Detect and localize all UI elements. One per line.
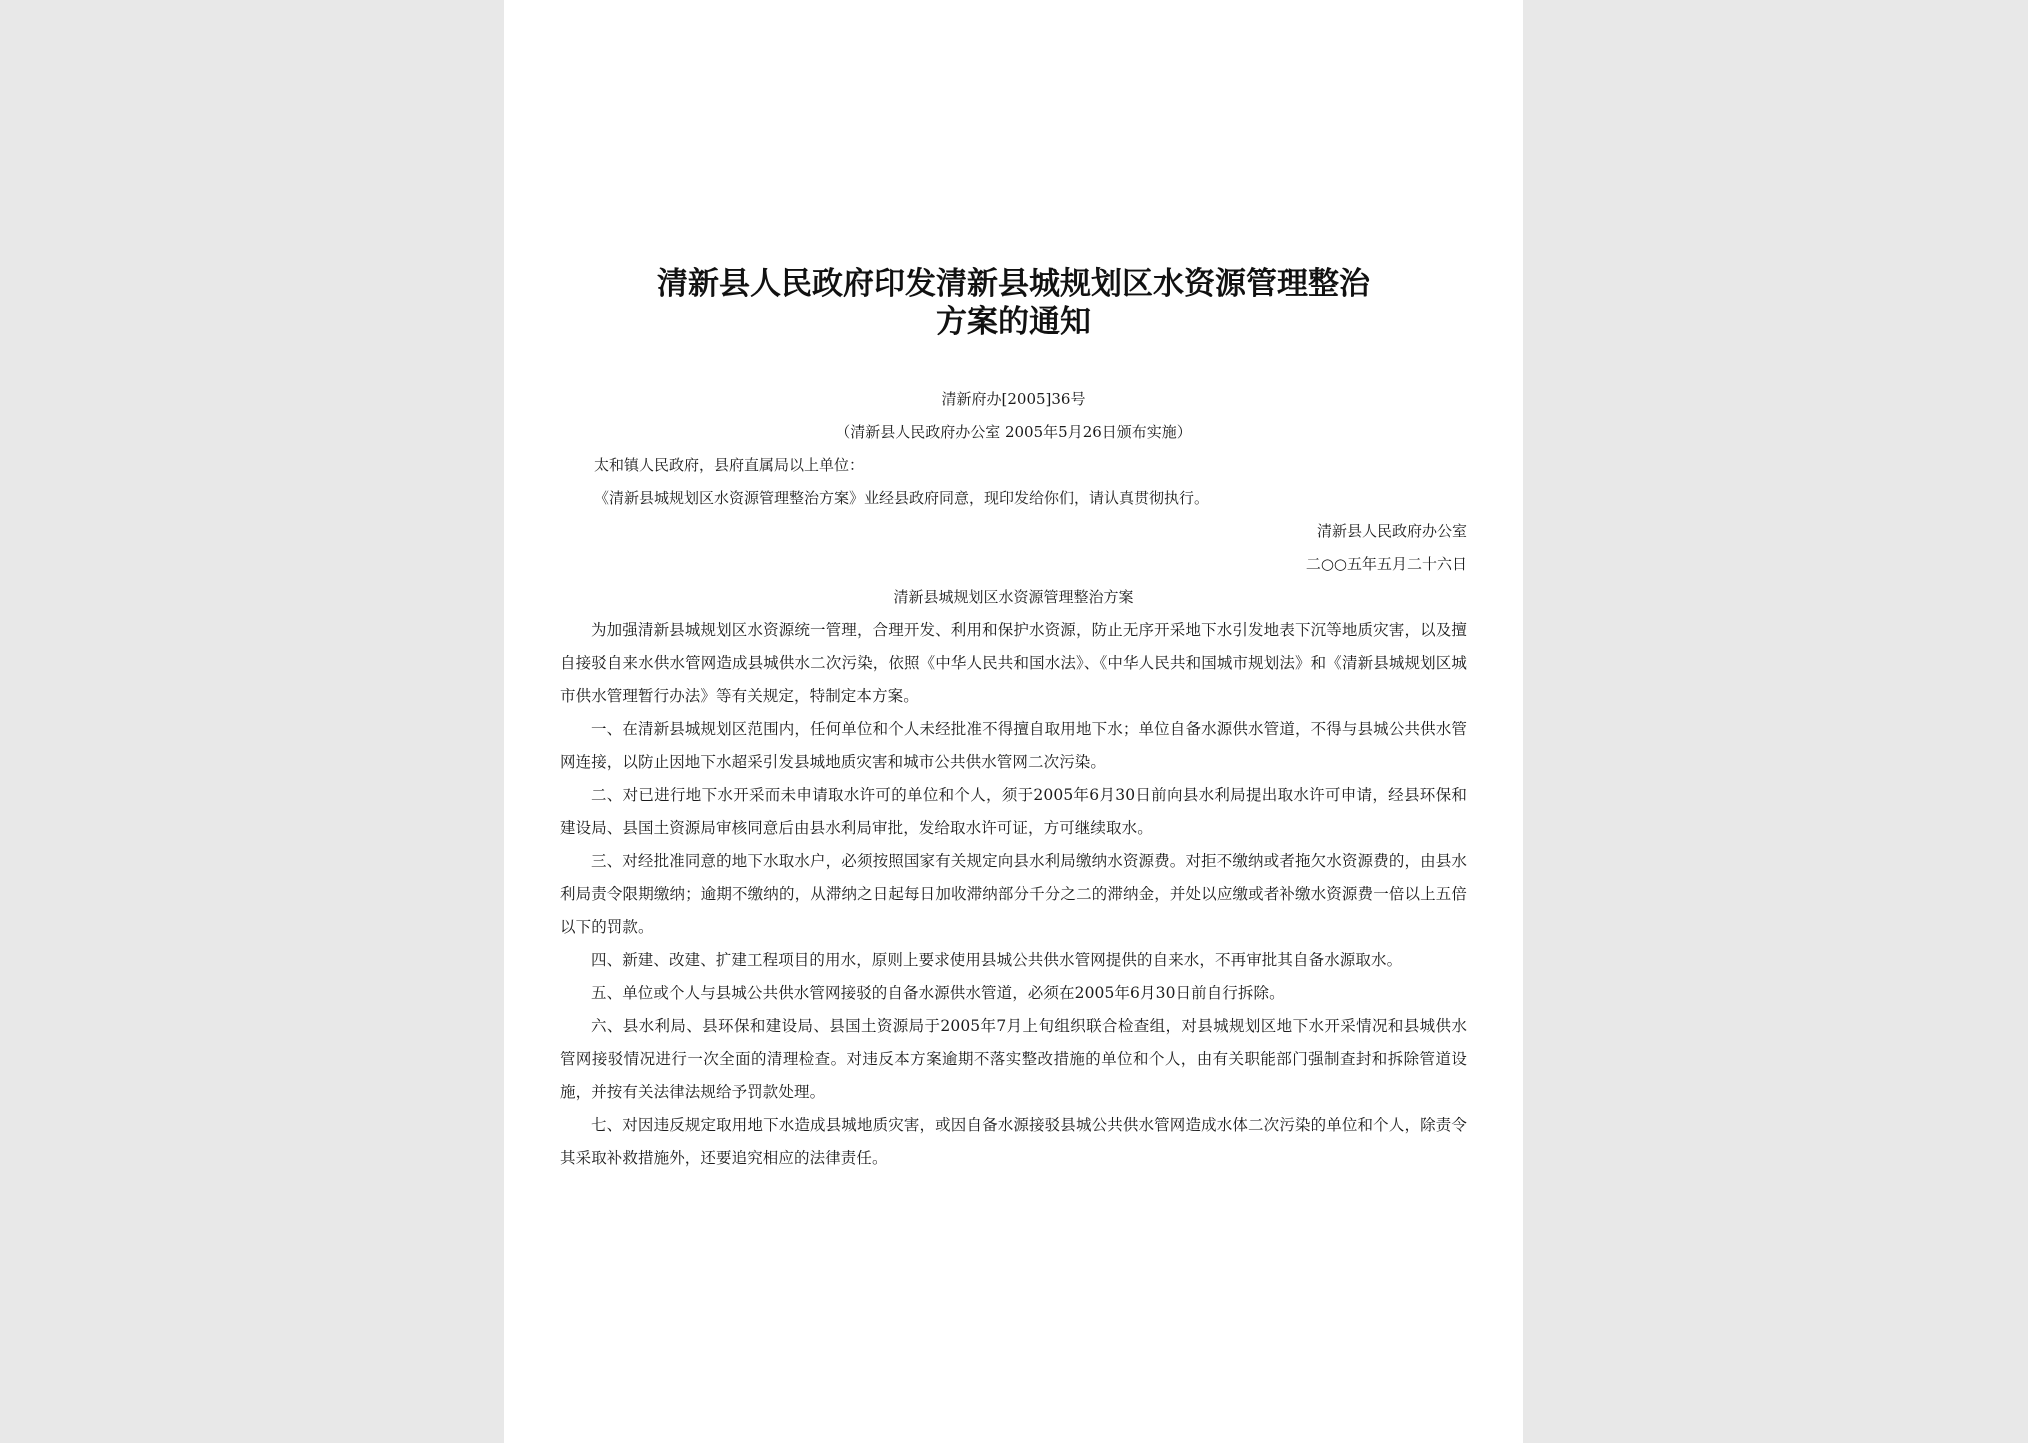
paragraph-item-6: 六、县水利局、县环保和建设局、县国土资源局于2005年7月上旬组织联合检查组，对县城规划区地下水开采情况和县城供水管网接驳情况进行一次全面的清理检查。对违反本方案逾期不落实整改措施的单位和个人，由有关职能部门强制查封和拆除管道设施，并按有关法律法规给予罚款处理。 xyxy=(560,1017,1467,1101)
document-title-line-2: 方案的通知 xyxy=(936,304,1091,340)
paragraph-item-2: 二、对已进行地下水开采而未申请取水许可的单位和个人，须于2005年6月30日前向县水利局提出取水许可申请，经县环保和建设局、县国土资源局审核同意后由县水利局审批，发给取水许可证，方可继续取水。 xyxy=(560,786,1467,837)
document-page xyxy=(504,0,1523,1443)
paragraph-item-3: 三、对经批准同意的地下水取水户，必须按照国家有关规定向县水利局缴纳水资源费。对拒不缴纳或者拖欠水资源费的，由县水利局责令限期缴纳；逾期不缴纳的，从滞纳之日起每日加收滞纳部分千分之二的滞纳金，并处以应缴或者补缴水资源费一倍以上五倍以下的罚款。 xyxy=(560,852,1467,936)
plan-title: 清新县城规划区水资源管理整治方案 xyxy=(893,588,1134,606)
document-title-line-1: 清新县人民政府印发清新县城规划区水资源管理整治 xyxy=(657,266,1370,302)
addressee: 太和镇人民政府，县府直属局以上单位： xyxy=(594,456,865,474)
signature: 清新县人民政府办公室 xyxy=(1316,522,1467,540)
issue-note: （清新县人民政府办公室 2005年5月26日颁布实施） xyxy=(835,423,1192,441)
paragraph-preamble: 为加强清新县城规划区水资源统一管理，合理开发、利用和保护水资源，防止无序开采地下水引发地表下沉等地质灾害，以及擅自接驳自来水供水管网造成县城供水二次污染，依照《中华人民共和国水法》、《中华人民共和国城市规划法》和《清新县城规划区城市供水管理暂行办法》等有关规定，特制定本方案。 xyxy=(560,621,1467,705)
intro-text: 《清新县城规划区水资源管理整治方案》业经县政府同意，现印发给你们，请认真贯彻执行。 xyxy=(594,489,1210,507)
paragraph-item-1: 一、在清新县城规划区范围内，任何单位和个人未经批准不得擅自取用地下水；单位自备水源供水管道，不得与县城公共供水管网连接，以防止因地下水超采引发县城地质灾害和城市公共供水管网二次污染。 xyxy=(560,720,1467,771)
paragraph-item-7: 七、对因违反规定取用地下水造成县城地质灾害，或因自备水源接驳县城公共供水管网造成水体二次污染的单位和个人，除责令其采取补救措施外，还要追究相应的法律责任。 xyxy=(560,1116,1467,1167)
sign-date: 二○○五年五月二十六日 xyxy=(1305,555,1467,573)
paragraph-item-5: 五、单位或个人与县城公共供水管网接驳的自备水源供水管道，必须在2005年6月30日前自行拆除。 xyxy=(591,984,1285,1002)
paragraph-item-4: 四、新建、改建、扩建工程项目的用水，原则上要求使用县城公共供水管网提供的自来水，不再审批其自备水源取水。 xyxy=(591,951,1403,969)
document-number: 清新府办[2005]36号 xyxy=(941,390,1086,408)
